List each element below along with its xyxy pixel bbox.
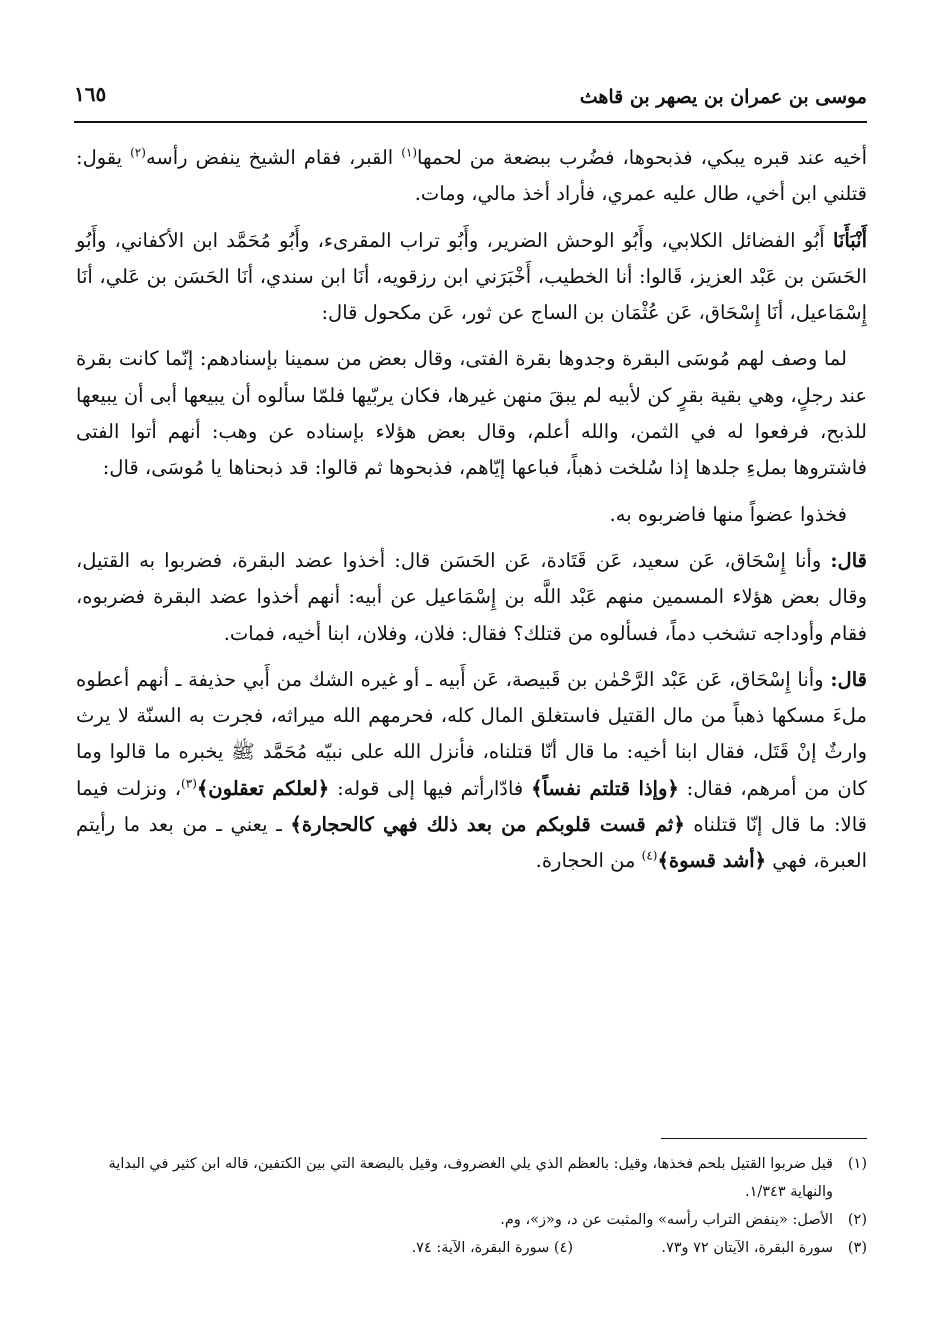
footnote-1 — [72, 1150, 867, 1206]
paragraph-5: قال: وأنا إِسْحَاق، عَن سعيد، عَن قَتَادة، عَن الحَسَن قال: أخذوا عضد البقرة، فضربوا به القتيل، وقال بعض هؤلاء المسمين منهم عَبْد اللَّه بن إِسْمَاعيل عن أبيه: أنهم أخذوا عضد البقرة فضربوه، فقام وأوداجه تشخب دماً، فسألوه من قتلك؟ فقال: فلان، وفلان، ابنا أخيه، فمات. — [76, 548, 867, 645]
footnote-ref-1: (١) — [401, 145, 418, 160]
paragraph-3: لما وصف لهم مُوسَى البقرة وجدوها بقرة الفتى، وقال بعض من سمينا بإسنادهم: إنّما كانت بقرة عند رجلٍ، وهي بقية بقرٍ كن لأبيه لم يبقَ منهن غيرها، فكان يربّيها فلمّا سألوه أن يبيعها أبى أن يبيعها للذبح، فرفعوا له في الثمن، والله أعلم، وقال بعض هؤلاء بإسناده عن وهب: أنهم أتوا الفتى فاشتروها بملءِ جلدها إذا سُلخت ذهباً، فباعها إيّاهم، فذبحوها ثم قالوا: قد ذبحناها يا مُوسَى، قال: — [76, 347, 867, 480]
footnote-2 — [72, 1206, 867, 1234]
paragraph-2: أَنْبَأَنَا أَبُو الفضائل الكلابي، وأَبُو الوحش الضرير، وأَبُو تراب المقرىء، وأَبُو مُحَمَّد ابن الأكفاني، وأَبُو الحَسَن بن عَبْد العزيز، قَالوا: أنا الخطيب، أَخْبَرَني ابن رزقويه، أنَا ابن سندي، أنَا الحَسَن بن عَلي، أنَا إِسْمَاعيل، أنَا إِسْحَاق، عَن عُثْمَان بن الساج عن ثور، عَن مكحول قال: — [76, 228, 867, 325]
page-number: ١٦٥ — [74, 82, 107, 106]
page-header — [74, 78, 867, 118]
footnote-ref-2: (٢) — [130, 145, 146, 160]
paragraph-6: قال: وأنا إِسْحَاق، عَن عَبْد الرَّحْمٰن بن قَبيصة، عَن أَبيه ـ أو غيره الشك من أَبي حذيفة ـ أنهم أعطوه ملءَ مسكها ذهباً من مال القتيل فاستغلق المال كله، فحرمهم الله ميراثه، فجرت به السنّة لا يرث وارثٌ إنْ قَتَل، فقال ابنا أخيه: ما قال أنّا قتلناه، فأنزل الله على نبيّه مُحَمَّد ﷺ يخبره ما قالوا وما كان من أمرهم، فقال: ﴿وإذا قتلتم نفساً﴾ فادّارأتم فيها إلى قوله: ﴿لعلكم تعقلون﴾$^{(٣)}$، ونزلت فيما قالا: ما قال إنّا قتلناه ﴿ثم قست قلوبكم من بعد ذلك فهي كالحجارة﴾ ـ يعني ـ من بعد ما رأيتم العبرة، فهي ﴿أشد قسوة﴾$^{(٤)}$ من الحجارة. — [76, 667, 867, 873]
footnote-ref-4: (٤) — [641, 848, 658, 863]
footnote-number: (٤) — [553, 1240, 573, 1256]
main-text — [76, 140, 867, 890]
qala-keyword: قال: — [830, 548, 867, 572]
footnote-row-3-4 — [72, 1234, 867, 1262]
paragraph-1: أخيه عند قبره يبكي، فذبحوها، فضُرب ببضعة من لحمها$^{(١)}$ القبر، فقام الشيخ ينفض رأسه$^{(٢)}$ يقول: قتلني ابن أخي، طال عليه عمري، فأراد أخذ مالي، ومات. — [76, 145, 867, 206]
qala-keyword: قال: — [830, 667, 867, 691]
quran-quote: ﴿لعلكم تعقلون﴾ — [196, 776, 330, 800]
footnote-number: (١) — [847, 1156, 867, 1172]
footnote-4-text: سورة البقرة، الآية: ٧٤. — [411, 1240, 550, 1256]
footnote-4 — [412, 1234, 573, 1262]
isnad-keyword: أَنْبَأَنَا — [832, 228, 867, 252]
quran-quote: ﴿وإذا قتلتم نفساً﴾ — [531, 776, 679, 800]
footnote-text: الأصل: «ينفض التراب رأسه» والمثبت عن د، و«ز»، وم. — [500, 1212, 833, 1228]
footnotes — [72, 1150, 867, 1262]
footnote-ref-3: (٣) — [181, 776, 197, 791]
running-title: موسى بن عمران بن يصهر بن قاهث — [579, 86, 867, 108]
quran-quote: ﴿أشد قسوة﴾ — [657, 849, 767, 873]
footnote-text: قيل ضربوا القتيل بلحم فخذها، وقيل: بالعظم الذي يلي الغضروف، وقيل بالبضعة التي بين الكتفين، قاله ابن كثير في البداية والنهاية ١/٣٤٣. — [108, 1156, 833, 1200]
paragraph-4: فخذوا عضواً منها فاضربوه به. — [609, 502, 847, 526]
footnote-number: (٢) — [847, 1212, 867, 1228]
header-rule — [74, 121, 867, 123]
quran-quote: ﴿ثم قست قلوبكم من بعد ذلك فهي كالحجارة﴾ — [290, 813, 685, 837]
footnote-rule — [661, 1138, 867, 1139]
footnote-3-text: سورة البقرة، الآيتان ٧٢ و٧٣. — [661, 1240, 833, 1256]
footnote-number: (٣) — [847, 1240, 867, 1256]
